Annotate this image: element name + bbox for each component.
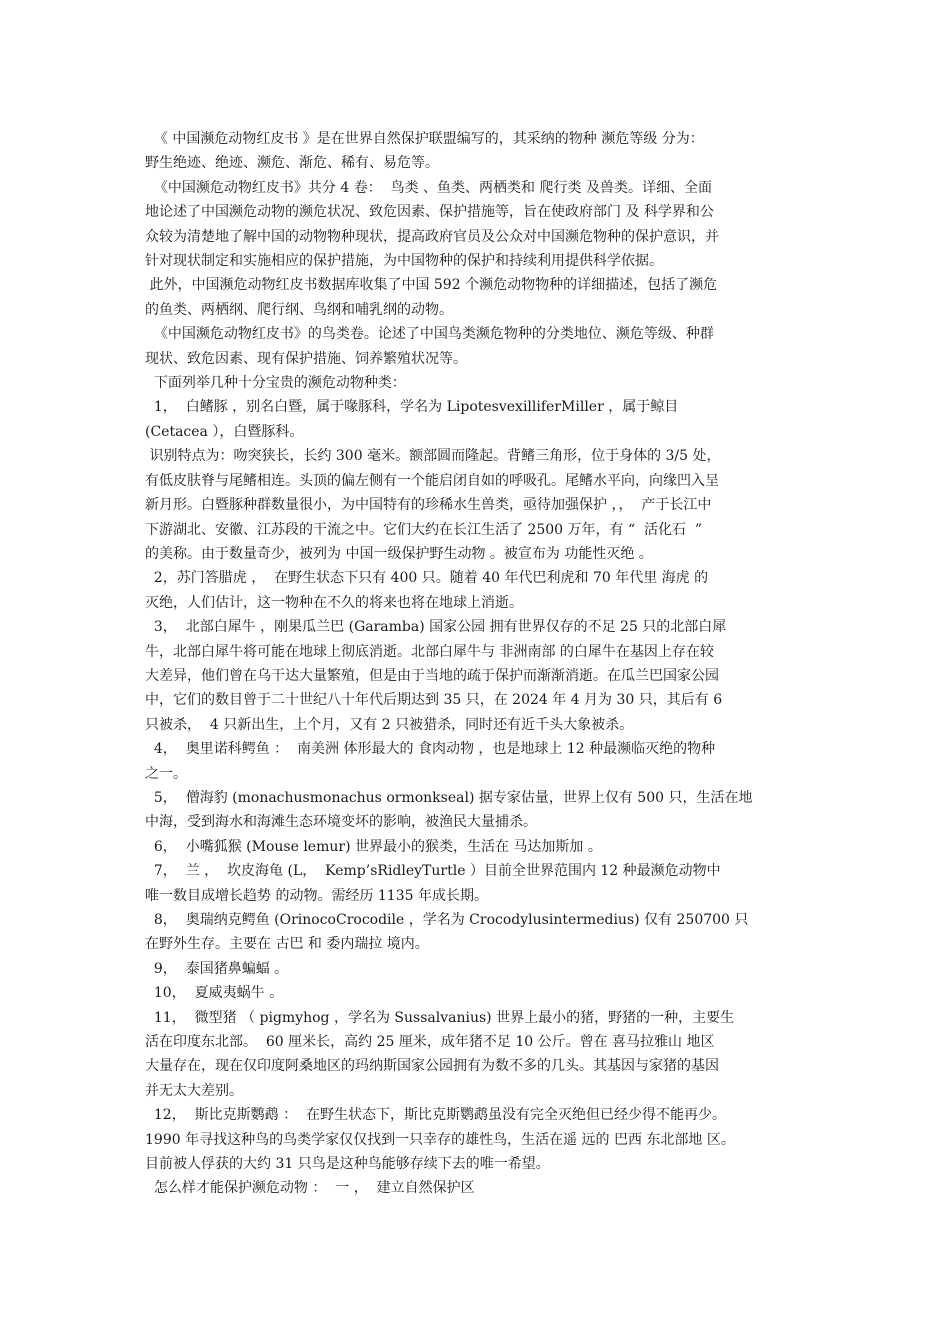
text-line: 地论述了中国濒危动物的濒危状况、致危因素、保护措施等，旨在使政府部门 及 科学界和公 xyxy=(145,204,714,221)
text-line: 针对现状制定和实施相应的保护措施，为中国物种的保护和持续利用提供科学依据。 xyxy=(145,253,663,270)
text-line: 此外，中国濒危动物红皮书数据库收集了中国 592 个濒危动物物种的详细描述，包括了濒危 xyxy=(145,277,718,294)
text-line: 的鱼类、两栖纲、爬行纲、鸟纲和哺乳纲的动物。 xyxy=(145,301,453,318)
text-line: 识别特点为：吻突狭长，长约 300 毫米。额部圆而隆起。背鳍三角形，位于身体的 3/5 处， xyxy=(145,448,721,465)
text-line: 目前被人俘获的大约 31 只鸟是这种鸟能够存续下去的唯一希望。 xyxy=(145,1156,550,1173)
paragraph xyxy=(145,615,817,737)
paragraph xyxy=(145,981,817,1005)
paragraph xyxy=(145,1176,817,1200)
paragraph xyxy=(145,786,817,835)
paragraph xyxy=(145,566,817,615)
paragraph xyxy=(145,176,817,274)
text-line: 怎么样才能保护濒危动物 ： 一 ， 建立自然保护区 xyxy=(145,1180,475,1197)
text-line: 下面列举几种十分宝贵的濒危动物种类： xyxy=(145,375,406,392)
text-line: 有低皮肤脊与尾鳍相连。头顶的偏左侧有一个能启闭自如的呼吸孔。尾鳍水平向，向缘凹入呈 xyxy=(145,472,719,489)
text-line: 5， 僧海豹 (monachusmonachus ormonkseal) 据专家估量，世界上仅有 500 只，生活在地 xyxy=(145,789,753,806)
text-line: (Cetacea ），白暨豚科。 xyxy=(145,423,304,440)
paragraph xyxy=(145,957,817,981)
text-line: 下游湖北、安徽、江苏段的干流之中。它们大约在长江生活了 2500 万年，有 “ 活化石 ” xyxy=(145,521,703,538)
text-line: 牛，北部白犀牛将可能在地球上彻底消逝。北部白犀牛与 非洲南部 的白犀牛在基因上存在较 xyxy=(145,643,714,660)
text-line: 《中国濒危动物红皮书》的鸟类卷。论述了中国鸟类濒危物种的分类地位、濒危等级、种群 xyxy=(145,326,714,343)
text-line: 活在印度东北部。 60 厘米长，高约 25 厘米，成年猪不足 10 公斤。曾在 喜马拉雅山 地区 xyxy=(145,1034,715,1051)
document-body xyxy=(145,127,817,1201)
text-line: 4， 奥里诺科鳄鱼 ： 南美洲 体形最大的 食肉动物 ，也是地球上 12 种最濒临灭绝的物种 xyxy=(145,741,716,758)
paragraph xyxy=(145,908,817,957)
paragraph xyxy=(145,859,817,908)
paragraph xyxy=(145,835,817,859)
text-line: 新月形。白暨豚种群数量很小，为中国特有的珍稀水生兽类，亟待加强保护 ，， 产于长江中 xyxy=(145,497,712,514)
paragraph xyxy=(145,273,817,322)
text-line: 大量存在，现在仅印度阿桑地区的玛纳斯国家公园拥有为数不多的几头。其基因与家猪的基因 xyxy=(145,1058,719,1075)
text-line: 之一。 xyxy=(145,765,187,782)
paragraph xyxy=(145,1006,817,1104)
text-line: 3， 北部白犀牛 ，刚果瓜兰巴 (Garamba) 国家公园 拥有世界仅存的不足 25 只的北部白犀 xyxy=(145,619,727,636)
text-line: 现状、致危因素、现有保护措施、饲养繁殖状况等。 xyxy=(145,350,467,367)
text-line: 7， 兰 ， 坎皮海龟 (L， Kemp’sRidleyTurtle ）目前全世界范围内 12 种最濒危动物中 xyxy=(145,863,721,880)
text-line: 6， 小嘴狐猴 (Mouse lemur) 世界最小的猴类，生活在 马达加斯加 。 xyxy=(145,838,602,855)
text-line: 《中国濒危动物红皮书》共分 4 卷： 鸟类 、鱼类、两栖类和 爬行类 及兽类。详细、全面 xyxy=(145,179,712,196)
text-line: 只被杀， 4 只新出生，上个月，又有 2 只被猎杀，同时还有近千头大象被杀。 xyxy=(145,716,634,733)
paragraph xyxy=(145,395,817,444)
paragraph xyxy=(145,127,817,176)
text-line: 灭绝，人们估计，这一物种在不久的将来也将在地球上消逝。 xyxy=(145,594,523,611)
text-line: 《 中国濒危动物红皮书 》是在世界自然保护联盟编写的，其采纳的物种 濒危等级 分为： xyxy=(145,131,704,147)
text-line: 9， 泰国猪鼻蝙蝠 。 xyxy=(145,960,289,977)
paragraph xyxy=(145,444,817,566)
text-line: 并无太大差别。 xyxy=(145,1082,243,1099)
text-line: 在野外生存。主要在 古巴 和 委内瑞拉 境内。 xyxy=(145,936,429,953)
text-line: 中，它们的数目曾于二十世纪八十年代后期达到 35 只，在 2024 年 4 月为 30 只，其后有 6 xyxy=(145,692,723,709)
text-line: 1， 白鳍豚 ，别名白暨，属于喙豚科，学名为 LipotesvexilliferMiller ，属于鲸目 xyxy=(145,399,679,416)
text-line: 8， 奥瑞纳克鳄鱼 (OrinocoCrocodile ，学名为 Crocodylusintermedius) 仅有 250700 只 xyxy=(145,912,749,928)
paragraph xyxy=(145,1103,817,1176)
paragraph xyxy=(145,322,817,371)
paragraph xyxy=(145,371,817,395)
text-line: 中海，受到海水和海滩生态环境变坏的影响，被渔民大量捕杀。 xyxy=(145,814,537,831)
text-line: 唯一数目成增长趋势 的动物。需经历 1135 年成长期。 xyxy=(145,887,488,904)
text-line: 的美称。由于数量奇少，被列为 中国一级保护野生动物 。被宣布为 功能性灭绝 。 xyxy=(145,545,653,562)
text-line: 12， 斯比克斯鹦鹉 ： 在野生状态下，斯比克斯鹦鹉虽没有完全灭绝但已经少得不能再少。 xyxy=(145,1107,726,1124)
text-line: 野生绝迹、绝迹、濒危、渐危、稀有、易危等。 xyxy=(145,155,439,172)
paragraph xyxy=(145,737,817,786)
text-line: 2，苏门答腊虎 ， 在野生状态下只有 400 只。随着 40 年代巴利虎和 70 年代里 海虎 的 xyxy=(145,570,709,587)
text-line: 大差异，他们曾在乌干达大量繁殖，但是由于当地的疏于保护而渐渐消逝。在瓜兰巴国家公园 xyxy=(145,667,719,684)
text-line: 1990 年寻找这种鸟的鸟类学家仅仅找到一只幸存的雄性鸟，生活在遥 远的 巴西 东北部地 区。 xyxy=(145,1131,735,1148)
text-line: 众较为清楚地了解中国的动物物种现状，提高政府官员及公众对中国濒危物种的保护意识，并 xyxy=(145,228,719,245)
text-line: 10， 夏威夷蜗牛 。 xyxy=(145,985,284,1002)
text-line: 11， 微型猪 （ pigmyhog ，学名为 Sussalvanius) 世界上最小的猪，野猪的一种，主要生 xyxy=(145,1009,735,1026)
